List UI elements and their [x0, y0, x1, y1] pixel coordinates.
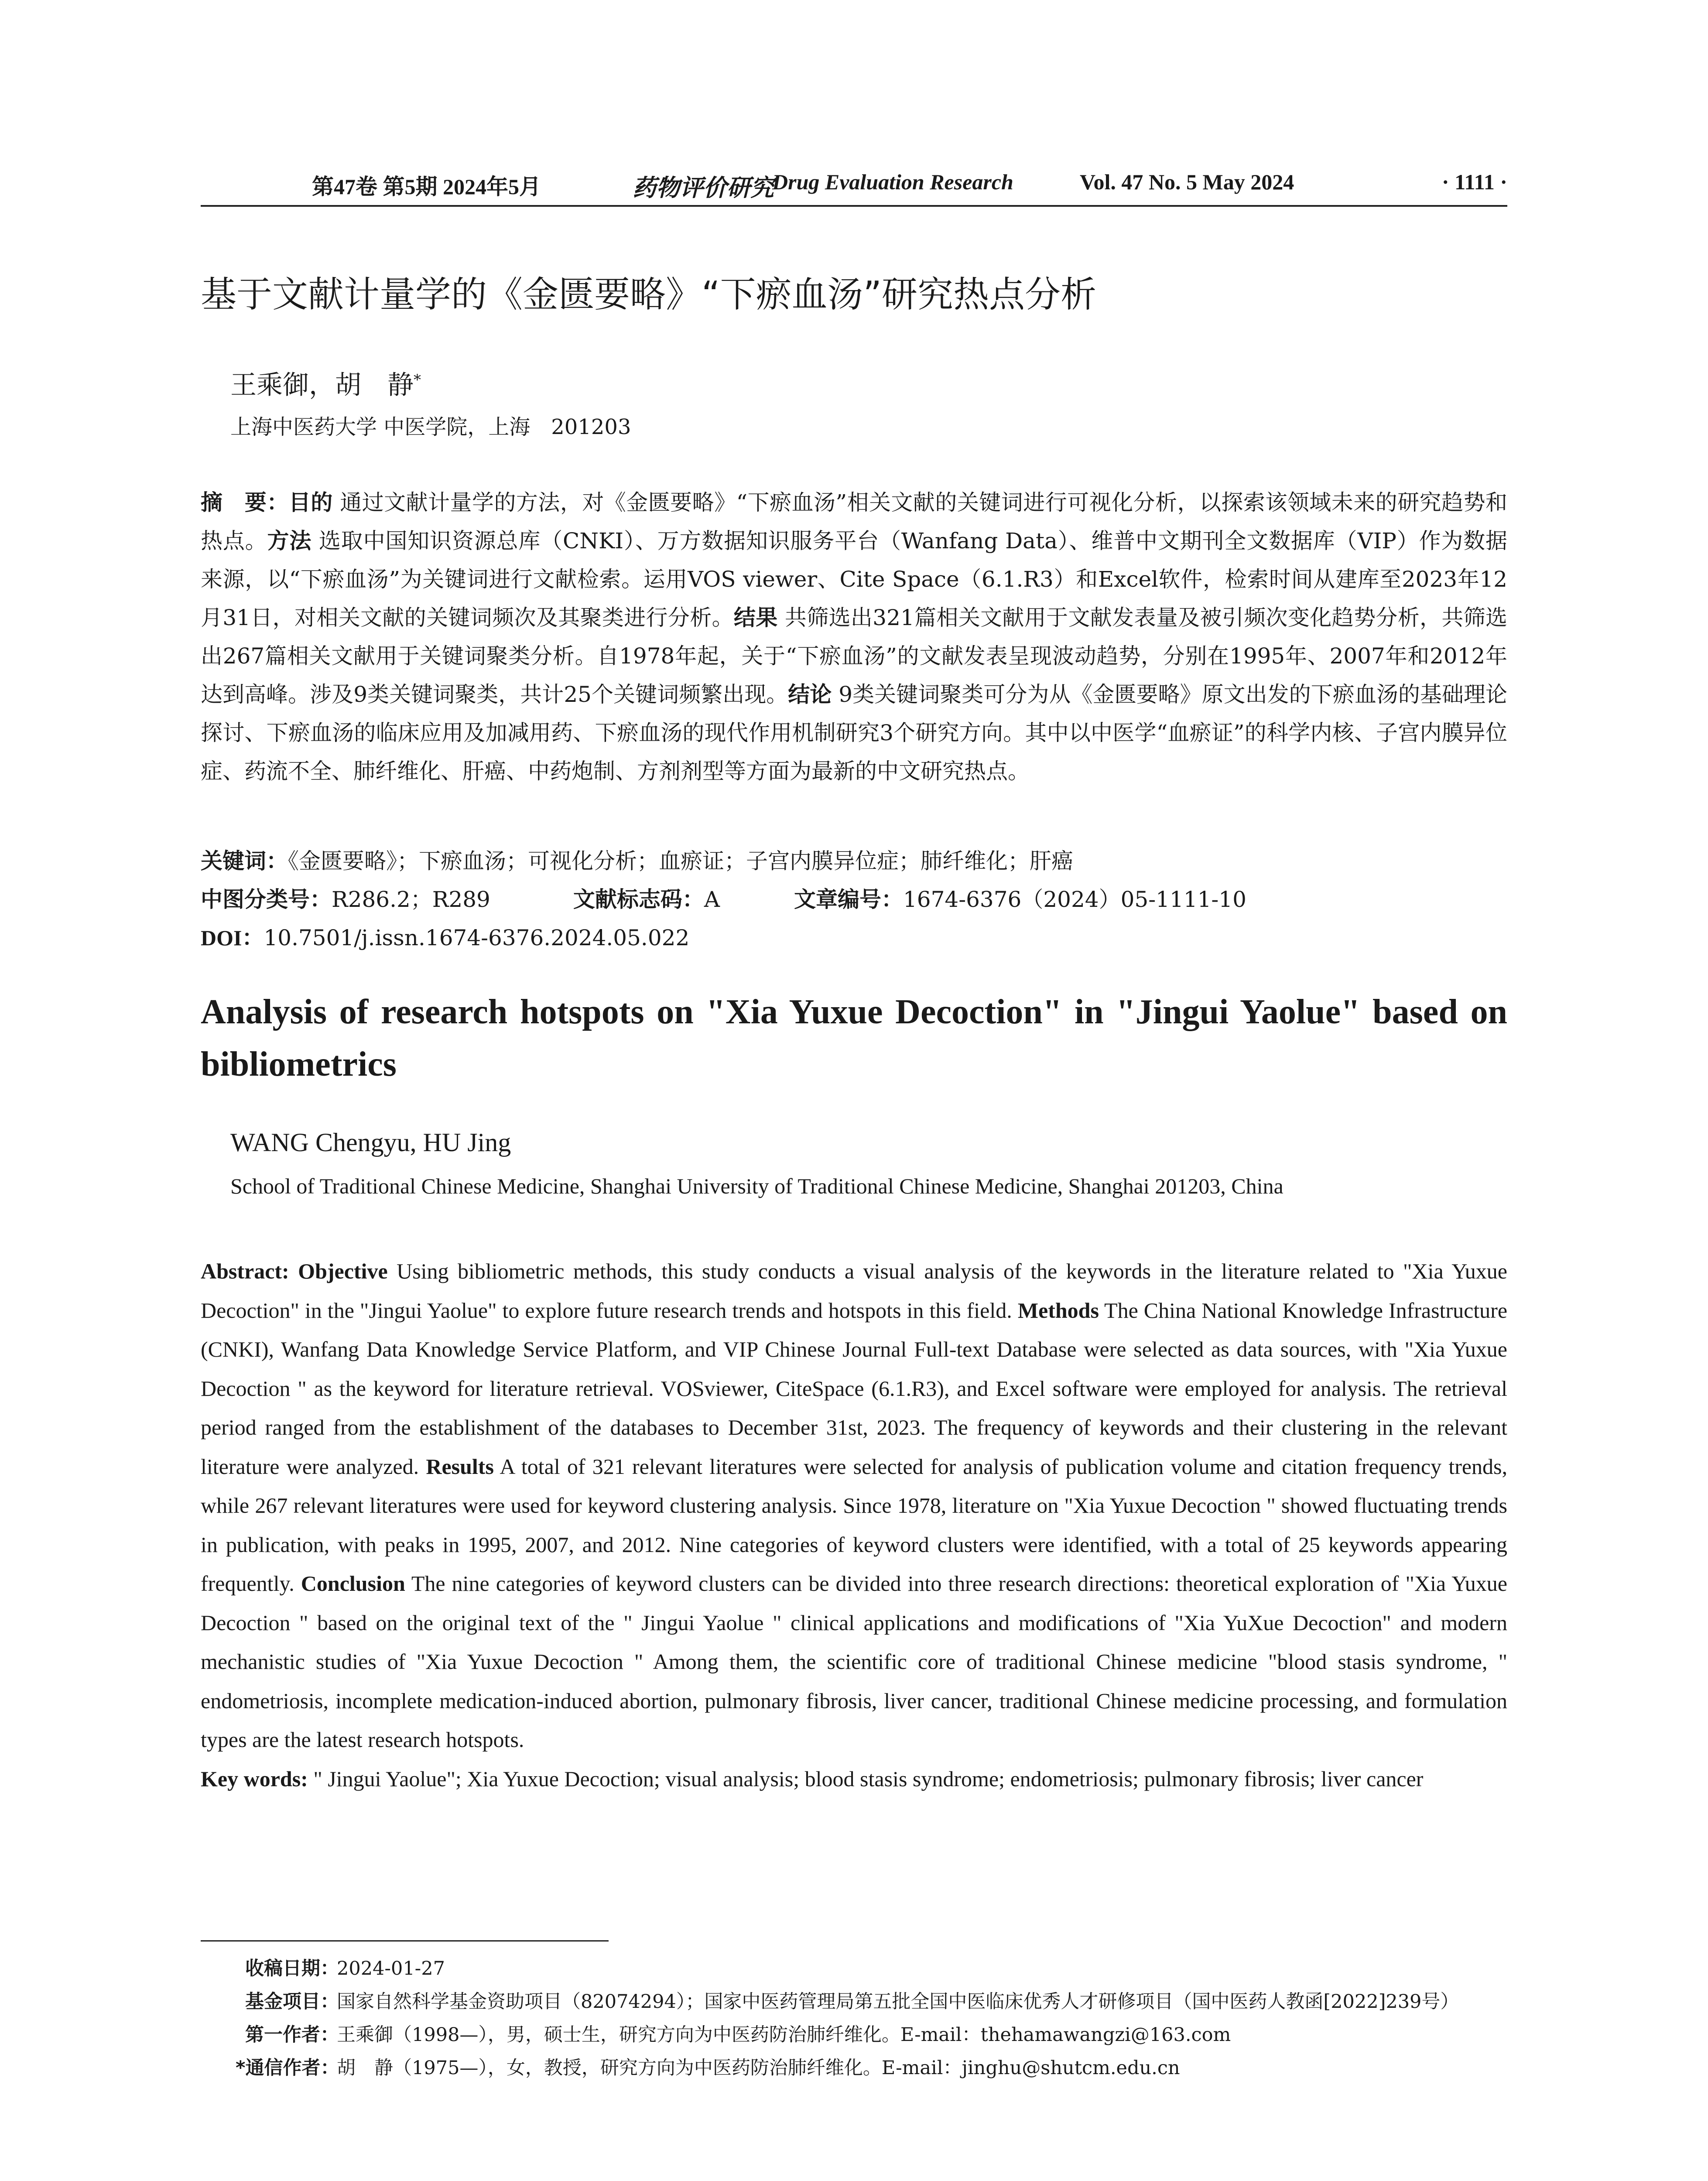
article-metadata-cn [201, 842, 1507, 957]
footnote-divider [201, 1940, 609, 1942]
clc-label: 中图分类号： [201, 887, 332, 912]
keywords-cn-label: 关键词： [201, 848, 288, 874]
authors-en: WANG Chengyu, HU Jing [230, 1128, 511, 1157]
abstract-en-conclusion-label: Conclusion [301, 1571, 405, 1596]
affiliation-en: School of Traditional Chinese Medicine, Shanghai University of Traditional Chinese Medicine, Shanghai 201203, China [230, 1174, 1284, 1198]
abstract-en-results: A total of 321 relevant literatures were selected for analysis of publication volume and citation frequency trends, while 267 relevant literatures were used for keyword clustering analysis. Since 1978, literature on "Xia Yuxue Decoction " showed fluctuating trends in publication, with peaks in 1995, 2007, and 2012. Nine categories of keyword clusters were identified, with a total of 25 keywords appearing frequently. [201, 1454, 1508, 1596]
authors-cn-names: 王乘御，胡 静 [230, 370, 414, 400]
received-label: 收稿日期： [245, 1958, 339, 1979]
article-title-en: Analysis of research hotspots on "Xia Yuxue Decoction" in "Jingui Yaolue" based on bibliometrics [201, 993, 1507, 1084]
abstract-en-methods: The China National Knowledge Infrastructure (CNKI), Wanfang Data Knowledge Service Platform, and VIP Chinese Journal Full-text Database were selected as data sources, with "Xia Yuxue Decoction " as the keyword for literature retrieval. VOSviewer, CiteSpace (6.1.R3), and Excel software were employed for analysis. The retrieval period ranged from the establishment of the databases to December 31st, 2023. The frequency of keywords and their clustering in the relevant literature were analyzed. [201, 1298, 1508, 1479]
fund-label: 基金项目： [245, 1991, 339, 2013]
abstract-cn-objective-label: 目的 [288, 490, 333, 515]
header-journal-name-en: Drug Evaluation Research [772, 170, 1013, 194]
corresponding-value: 胡 静（1975—），女，教授，研究方向为中医药防治肺纤维化。E-mail：jinghu@shutcm.edu.cn [337, 2057, 1180, 2079]
doc-code-value: A [704, 887, 720, 912]
header-page-number: · 1111 · [1441, 170, 1507, 194]
footnote-received [245, 1952, 1507, 1985]
doi-value[interactable]: 10.7501/j.issn.1674-6376.2024.05.022 [264, 925, 690, 950]
footnote-corresponding-author [236, 2051, 1507, 2085]
abstract-cn-methods-label: 方法 [267, 528, 312, 554]
doi-line [201, 919, 1507, 957]
header-volume-cn: 第47卷 第5期 2024年5月 [312, 174, 541, 199]
doi-label: DOI： [201, 926, 264, 950]
abstract-en-conclusion: The nine categories of keyword clusters can be divided into three research directions: theoretical exploration of "Xia Yuxue Decoction " based on the original text of the " Jingui Yaolue " clinical applications and modifications of "Xia YuXue Decoction" and modern mechanistic studies of "Xia Yuxue Decoction " Among them, the scientific core of traditional Chinese medicine "blood stasis syndrome, " endometriosis, incomplete medication-induced abortion, pulmonary fibrosis, liver cancer, traditional Chinese medicine processing, and formulation types are the latest research hotspots. [201, 1571, 1507, 1752]
abstract-en-methods-label: Methods [1017, 1298, 1099, 1323]
running-header [201, 166, 1507, 207]
clc-value: R286.2；R289 [332, 887, 490, 912]
header-volume-en: Vol. 47 No. 5 May 2024 [1080, 170, 1294, 194]
abstract-cn-conclusion-label: 结论 [788, 682, 832, 707]
article-number-value: 1674-6376（2024）05-1111-10 [903, 887, 1246, 912]
doc-code-label: 文献标志码： [573, 887, 704, 912]
fund-value: 国家自然科学基金资助项目（82074294）；国家中医药管理局第五批全国中医临床优秀人才研修项目（国中医药人教函[2022]239号） [337, 1991, 1459, 2013]
footnote-first-author [245, 2018, 1507, 2051]
first-author-label: 第一作者： [245, 2024, 339, 2046]
received-value: 2024-01-27 [337, 1958, 445, 1979]
article-number-label: 文章编号： [794, 887, 903, 912]
abstract-en [201, 1252, 1507, 1798]
abstract-cn-objective: 通过文献计量学的方法，对《金匮要略》“下瘀血汤”相关文献的关键词进行可视化分析，以探索该领域未来的研究趋势和热点。 [201, 490, 1508, 554]
abstract-cn-label: 摘 要： [201, 490, 289, 515]
corresponding-label: *通信作者： [236, 2057, 339, 2079]
keywords-cn-value: 《金匮要略》；下瘀血汤；可视化分析；血瘀证；子宫内膜异位症；肺纤维化；肝癌 [288, 848, 1073, 874]
abstract-cn-methods: 选取中国知识资源总库（CNKI）、万方数据知识服务平台（Wanfang Data）、维普中文期刊全文数据库（VIP）作为数据来源，以“下瘀血汤”为关键词进行文献检索。运用VOS viewer、Cite Space（6.1.R3）和Excel软件，检索时间从建库至2023年12月31日，对相关文献的关键词频次及其聚类进行分析。 [201, 528, 1508, 630]
classification-line [201, 880, 1507, 919]
first-author-value: 王乘御（1998—），男，硕士生，研究方向为中医药防治肺纤维化。E-mail：thehamawangzi@163.com [337, 2024, 1231, 2046]
abstract-en-objective-label: Objective [298, 1259, 388, 1283]
abstract-cn [201, 483, 1507, 790]
authors-cn [230, 364, 421, 402]
keywords-en-label: Key words: [201, 1766, 308, 1791]
abstract-en-label: Abstract: [201, 1259, 289, 1283]
keywords-cn [201, 842, 1507, 880]
header-journal-logo-cn: 药物评价研究 [633, 174, 774, 202]
abstract-cn-conclusion: 9类关键词聚类可分为从《金匮要略》原文出发的下瘀血汤的基础理论探讨、下瘀血汤的临床应用及加减用药、下瘀血汤的现代作用机制研究3个研究方向。其中以中医学“血瘀证”的科学内核、子宫内膜异位症、药流不全、肺纤维化、肝癌、中药炮制、方剂剂型等方面为最新的中文研究热点。 [201, 682, 1507, 784]
corresponding-mark: * [414, 371, 421, 389]
abstract-en-results-label: Results [426, 1454, 494, 1479]
abstract-cn-results: 共筛选出321篇相关文献用于文献发表量及被引频次变化趋势分析，共筛选出267篇相关文献用于关键词聚类分析。自1978年起，关于“下瘀血汤”的文献发表呈现波动趋势，分别在1995年、2007年和2012年达到高峰。涉及9类关键词聚类，共计25个关键词频繁出现。 [201, 605, 1508, 707]
footnotes [236, 1952, 1507, 2085]
abstract-en-objective: Using bibliometric methods, this study conducts a visual analysis of the keywords in the literature related to "Xia Yuxue Decoction" in the "Jingui Yaolue" to explore future research trends and hotspots in this field. [201, 1259, 1507, 1323]
footnote-fund [245, 1985, 1507, 2018]
affiliation-cn: 上海中医药大学 中医学院，上海 201203 [230, 415, 631, 439]
keywords-en-value: " Jingui Yaolue"; Xia Yuxue Decoction; visual analysis; blood stasis syndrome; endometriosis; pulmonary fibrosis; liver cancer [313, 1766, 1424, 1791]
abstract-cn-results-label: 结果 [733, 605, 778, 630]
article-title-cn: 基于文献计量学的《金匮要略》“下瘀血汤”研究热点分析 [201, 274, 1096, 315]
